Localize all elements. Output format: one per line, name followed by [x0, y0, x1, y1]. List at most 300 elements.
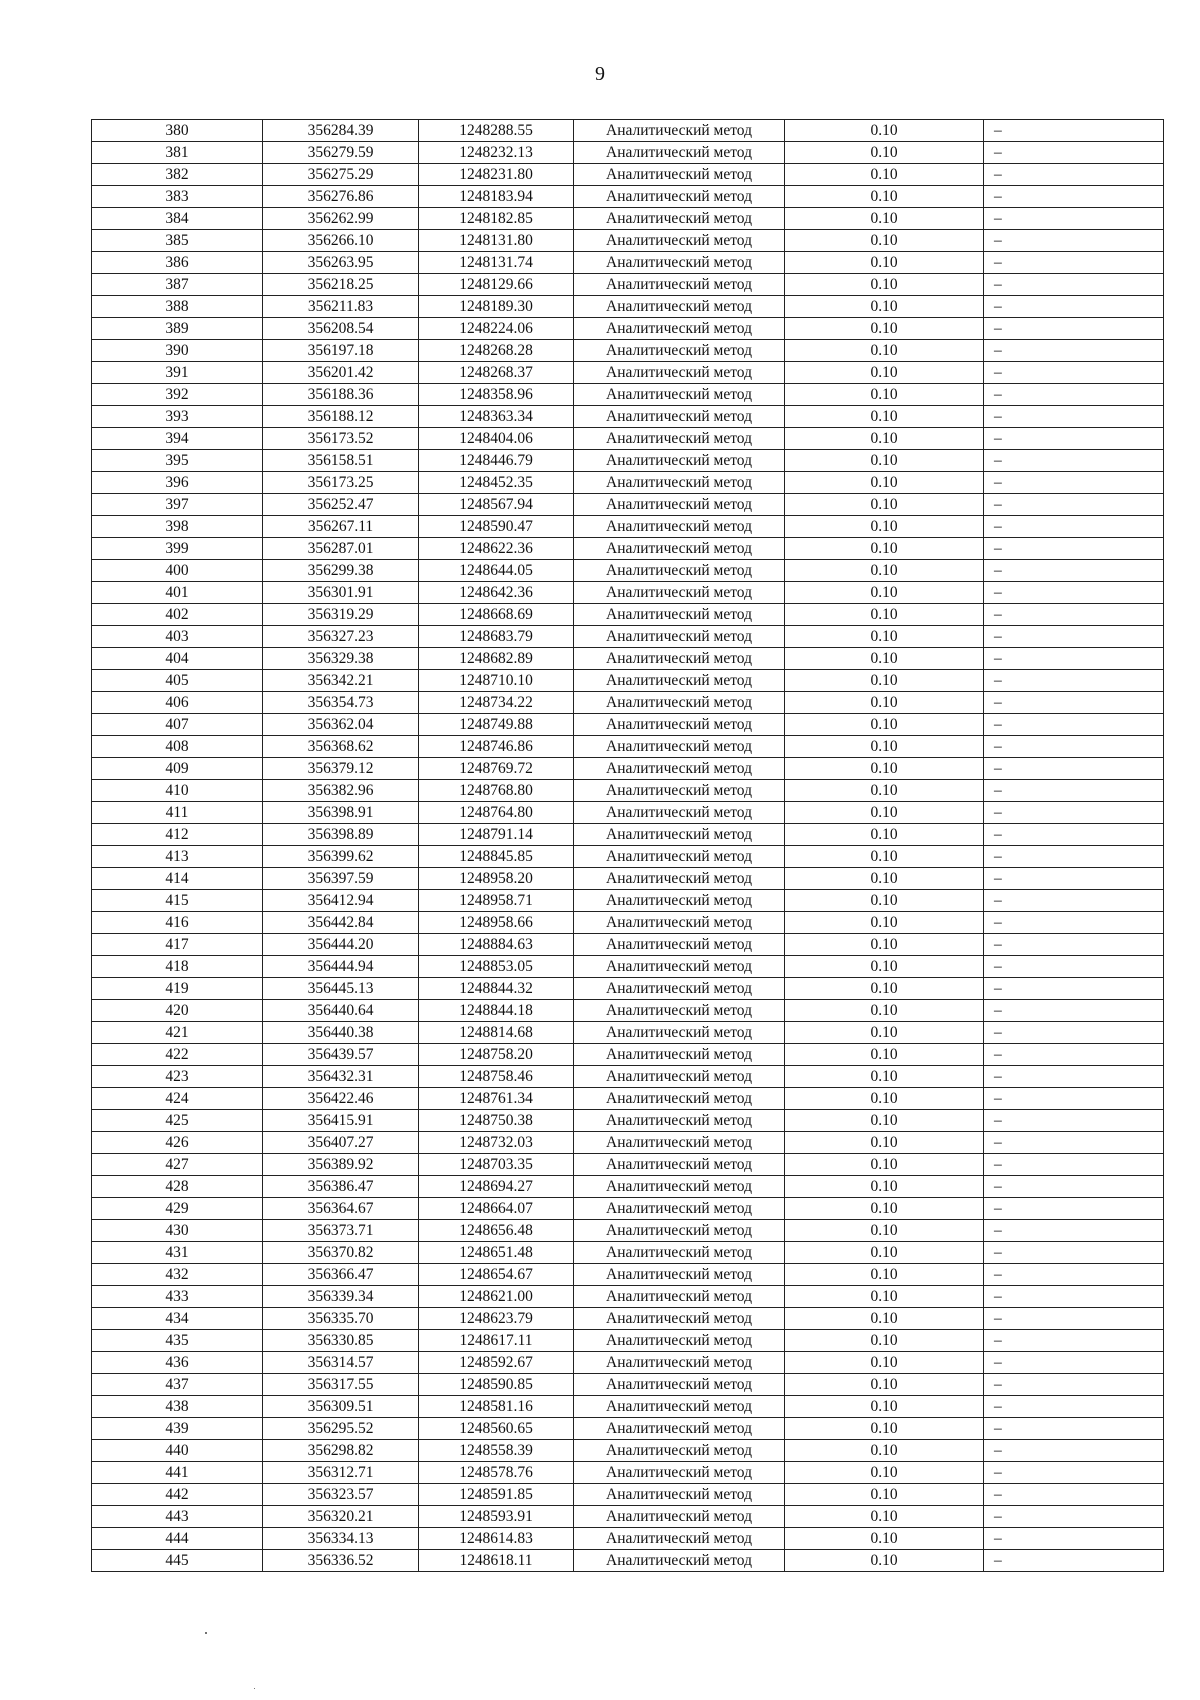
note-cell: –: [984, 142, 1164, 164]
y-coordinate-cell: 1248592.67: [419, 1352, 574, 1374]
accuracy-cell: 0.10: [785, 1044, 984, 1066]
x-coordinate-cell: 356379.12: [263, 758, 419, 780]
accuracy-cell: 0.10: [785, 1418, 984, 1440]
table-row: [92, 802, 1164, 824]
y-coordinate-cell: 1248769.72: [419, 758, 574, 780]
point-number-cell: 392: [92, 384, 263, 406]
table-row: [92, 296, 1164, 318]
y-coordinate-cell: 1248590.85: [419, 1374, 574, 1396]
table-row: [92, 1528, 1164, 1550]
note-cell: –: [984, 1088, 1164, 1110]
note-cell: –: [984, 252, 1164, 274]
y-coordinate-cell: 1248358.96: [419, 384, 574, 406]
y-coordinate-cell: 1248617.11: [419, 1330, 574, 1352]
table-row: [92, 1330, 1164, 1352]
table-row: [92, 384, 1164, 406]
x-coordinate-cell: 356208.54: [263, 318, 419, 340]
x-coordinate-cell: 356432.31: [263, 1066, 419, 1088]
point-number-cell: 435: [92, 1330, 263, 1352]
note-cell: –: [984, 208, 1164, 230]
table-row: [92, 736, 1164, 758]
point-number-cell: 423: [92, 1066, 263, 1088]
note-cell: –: [984, 780, 1164, 802]
method-cell: Аналитический метод: [574, 780, 785, 802]
table-row: [92, 560, 1164, 582]
note-cell: –: [984, 516, 1164, 538]
y-coordinate-cell: 1248668.69: [419, 604, 574, 626]
accuracy-cell: 0.10: [785, 978, 984, 1000]
point-number-cell: 400: [92, 560, 263, 582]
x-coordinate-cell: 356211.83: [263, 296, 419, 318]
method-cell: Аналитический метод: [574, 1484, 785, 1506]
y-coordinate-cell: 1248558.39: [419, 1440, 574, 1462]
x-coordinate-cell: 356439.57: [263, 1044, 419, 1066]
accuracy-cell: 0.10: [785, 340, 984, 362]
x-coordinate-cell: 356373.71: [263, 1220, 419, 1242]
method-cell: Аналитический метод: [574, 1440, 785, 1462]
point-number-cell: 407: [92, 714, 263, 736]
method-cell: Аналитический метод: [574, 670, 785, 692]
point-number-cell: 414: [92, 868, 263, 890]
note-cell: –: [984, 626, 1164, 648]
table-row: [92, 340, 1164, 362]
accuracy-cell: 0.10: [785, 274, 984, 296]
accuracy-cell: 0.10: [785, 1198, 984, 1220]
note-cell: –: [984, 1220, 1164, 1242]
table-row: [92, 956, 1164, 978]
y-coordinate-cell: 1248958.20: [419, 868, 574, 890]
method-cell: Аналитический метод: [574, 1550, 785, 1572]
y-coordinate-cell: 1248231.80: [419, 164, 574, 186]
method-cell: Аналитический метод: [574, 362, 785, 384]
x-coordinate-cell: 356444.94: [263, 956, 419, 978]
table-body: [92, 120, 1164, 1572]
table-row: [92, 934, 1164, 956]
y-coordinate-cell: 1248844.18: [419, 1000, 574, 1022]
point-number-cell: 403: [92, 626, 263, 648]
x-coordinate-cell: 356295.52: [263, 1418, 419, 1440]
point-number-cell: 380: [92, 120, 263, 142]
y-coordinate-cell: 1248268.37: [419, 362, 574, 384]
x-coordinate-cell: 356366.47: [263, 1264, 419, 1286]
x-coordinate-cell: 356339.34: [263, 1286, 419, 1308]
point-number-cell: 424: [92, 1088, 263, 1110]
note-cell: –: [984, 934, 1164, 956]
y-coordinate-cell: 1248593.91: [419, 1506, 574, 1528]
y-coordinate-cell: 1248746.86: [419, 736, 574, 758]
table-row: [92, 692, 1164, 714]
table-row: [92, 164, 1164, 186]
point-number-cell: 382: [92, 164, 263, 186]
note-cell: –: [984, 494, 1164, 516]
accuracy-cell: 0.10: [785, 384, 984, 406]
table-row: [92, 714, 1164, 736]
y-coordinate-cell: 1248768.80: [419, 780, 574, 802]
accuracy-cell: 0.10: [785, 1528, 984, 1550]
accuracy-cell: 0.10: [785, 582, 984, 604]
x-coordinate-cell: 356323.57: [263, 1484, 419, 1506]
note-cell: –: [984, 274, 1164, 296]
accuracy-cell: 0.10: [785, 1088, 984, 1110]
point-number-cell: 405: [92, 670, 263, 692]
note-cell: –: [984, 1528, 1164, 1550]
accuracy-cell: 0.10: [785, 362, 984, 384]
point-number-cell: 404: [92, 648, 263, 670]
accuracy-cell: 0.10: [785, 890, 984, 912]
accuracy-cell: 0.10: [785, 802, 984, 824]
table-row: [92, 824, 1164, 846]
y-coordinate-cell: 1248363.34: [419, 406, 574, 428]
accuracy-cell: 0.10: [785, 1220, 984, 1242]
method-cell: Аналитический метод: [574, 450, 785, 472]
method-cell: Аналитический метод: [574, 340, 785, 362]
note-cell: –: [984, 1066, 1164, 1088]
method-cell: Аналитический метод: [574, 868, 785, 890]
y-coordinate-cell: 1248764.80: [419, 802, 574, 824]
point-number-cell: 406: [92, 692, 263, 714]
y-coordinate-cell: 1248732.03: [419, 1132, 574, 1154]
note-cell: –: [984, 648, 1164, 670]
method-cell: Аналитический метод: [574, 956, 785, 978]
point-number-cell: 411: [92, 802, 263, 824]
point-number-cell: 401: [92, 582, 263, 604]
accuracy-cell: 0.10: [785, 648, 984, 670]
accuracy-cell: 0.10: [785, 252, 984, 274]
method-cell: Аналитический метод: [574, 1528, 785, 1550]
x-coordinate-cell: 356364.67: [263, 1198, 419, 1220]
note-cell: –: [984, 1198, 1164, 1220]
point-number-cell: 391: [92, 362, 263, 384]
x-coordinate-cell: 356188.36: [263, 384, 419, 406]
method-cell: Аналитический метод: [574, 384, 785, 406]
x-coordinate-cell: 356334.13: [263, 1528, 419, 1550]
method-cell: Аналитический метод: [574, 934, 785, 956]
accuracy-cell: 0.10: [785, 560, 984, 582]
accuracy-cell: 0.10: [785, 1330, 984, 1352]
y-coordinate-cell: 1248224.06: [419, 318, 574, 340]
point-number-cell: 394: [92, 428, 263, 450]
method-cell: Аналитический метод: [574, 296, 785, 318]
point-number-cell: 420: [92, 1000, 263, 1022]
note-cell: –: [984, 1352, 1164, 1374]
note-cell: –: [984, 340, 1164, 362]
note-cell: –: [984, 890, 1164, 912]
x-coordinate-cell: 356327.23: [263, 626, 419, 648]
note-cell: –: [984, 1484, 1164, 1506]
method-cell: Аналитический метод: [574, 846, 785, 868]
y-coordinate-cell: 1248682.89: [419, 648, 574, 670]
method-cell: Аналитический метод: [574, 1044, 785, 1066]
table-row: [92, 1286, 1164, 1308]
method-cell: Аналитический метод: [574, 890, 785, 912]
method-cell: Аналитический метод: [574, 1088, 785, 1110]
y-coordinate-cell: 1248189.30: [419, 296, 574, 318]
y-coordinate-cell: 1248845.85: [419, 846, 574, 868]
point-number-cell: 437: [92, 1374, 263, 1396]
table-row: [92, 1550, 1164, 1572]
table-row: [92, 1066, 1164, 1088]
table-row: [92, 1506, 1164, 1528]
accuracy-cell: 0.10: [785, 230, 984, 252]
method-cell: Аналитический метод: [574, 494, 785, 516]
point-number-cell: 413: [92, 846, 263, 868]
method-cell: Аналитический метод: [574, 406, 785, 428]
point-number-cell: 431: [92, 1242, 263, 1264]
y-coordinate-cell: 1248814.68: [419, 1022, 574, 1044]
accuracy-cell: 0.10: [785, 208, 984, 230]
y-coordinate-cell: 1248654.67: [419, 1264, 574, 1286]
note-cell: –: [984, 384, 1164, 406]
point-number-cell: 398: [92, 516, 263, 538]
x-coordinate-cell: 356173.25: [263, 472, 419, 494]
table-row: [92, 142, 1164, 164]
accuracy-cell: 0.10: [785, 296, 984, 318]
accuracy-cell: 0.10: [785, 604, 984, 626]
accuracy-cell: 0.10: [785, 1176, 984, 1198]
table-row: [92, 648, 1164, 670]
accuracy-cell: 0.10: [785, 1374, 984, 1396]
point-number-cell: 410: [92, 780, 263, 802]
point-number-cell: 381: [92, 142, 263, 164]
method-cell: Аналитический метод: [574, 802, 785, 824]
point-number-cell: 422: [92, 1044, 263, 1066]
point-number-cell: 399: [92, 538, 263, 560]
note-cell: –: [984, 1000, 1164, 1022]
table-row: [92, 1154, 1164, 1176]
table-row: [92, 1440, 1164, 1462]
method-cell: Аналитический метод: [574, 472, 785, 494]
point-number-cell: 427: [92, 1154, 263, 1176]
point-number-cell: 438: [92, 1396, 263, 1418]
note-cell: –: [984, 450, 1164, 472]
x-coordinate-cell: 356312.71: [263, 1462, 419, 1484]
accuracy-cell: 0.10: [785, 1022, 984, 1044]
accuracy-cell: 0.10: [785, 1396, 984, 1418]
table-row: [92, 582, 1164, 604]
point-number-cell: 432: [92, 1264, 263, 1286]
point-number-cell: 426: [92, 1132, 263, 1154]
y-coordinate-cell: 1248578.76: [419, 1462, 574, 1484]
x-coordinate-cell: 356370.82: [263, 1242, 419, 1264]
y-coordinate-cell: 1248183.94: [419, 186, 574, 208]
method-cell: Аналитический метод: [574, 1352, 785, 1374]
point-number-cell: 425: [92, 1110, 263, 1132]
method-cell: Аналитический метод: [574, 274, 785, 296]
method-cell: Аналитический метод: [574, 318, 785, 340]
point-number-cell: 389: [92, 318, 263, 340]
x-coordinate-cell: 356389.92: [263, 1154, 419, 1176]
note-cell: –: [984, 824, 1164, 846]
method-cell: Аналитический метод: [574, 824, 785, 846]
note-cell: –: [984, 736, 1164, 758]
note-cell: –: [984, 1506, 1164, 1528]
x-coordinate-cell: 356298.82: [263, 1440, 419, 1462]
y-coordinate-cell: 1248560.65: [419, 1418, 574, 1440]
method-cell: Аналитический метод: [574, 1264, 785, 1286]
method-cell: Аналитический метод: [574, 736, 785, 758]
y-coordinate-cell: 1248750.38: [419, 1110, 574, 1132]
y-coordinate-cell: 1248404.06: [419, 428, 574, 450]
y-coordinate-cell: 1248614.83: [419, 1528, 574, 1550]
y-coordinate-cell: 1248452.35: [419, 472, 574, 494]
x-coordinate-cell: 356368.62: [263, 736, 419, 758]
y-coordinate-cell: 1248683.79: [419, 626, 574, 648]
table-row: [92, 780, 1164, 802]
method-cell: Аналитический метод: [574, 428, 785, 450]
method-cell: Аналитический метод: [574, 1220, 785, 1242]
method-cell: Аналитический метод: [574, 1154, 785, 1176]
x-coordinate-cell: 356309.51: [263, 1396, 419, 1418]
accuracy-cell: 0.10: [785, 1286, 984, 1308]
y-coordinate-cell: 1248791.14: [419, 824, 574, 846]
x-coordinate-cell: 356442.84: [263, 912, 419, 934]
method-cell: Аналитический метод: [574, 560, 785, 582]
x-coordinate-cell: 356397.59: [263, 868, 419, 890]
point-number-cell: 428: [92, 1176, 263, 1198]
x-coordinate-cell: 356320.21: [263, 1506, 419, 1528]
point-number-cell: 416: [92, 912, 263, 934]
x-coordinate-cell: 356336.52: [263, 1550, 419, 1572]
method-cell: Аналитический метод: [574, 1132, 785, 1154]
note-cell: –: [984, 1418, 1164, 1440]
point-number-cell: 433: [92, 1286, 263, 1308]
table-row: [92, 912, 1164, 934]
method-cell: Аналитический метод: [574, 692, 785, 714]
note-cell: –: [984, 670, 1164, 692]
y-coordinate-cell: 1248664.07: [419, 1198, 574, 1220]
note-cell: –: [984, 560, 1164, 582]
x-coordinate-cell: 356362.04: [263, 714, 419, 736]
accuracy-cell: 0.10: [785, 406, 984, 428]
point-number-cell: 409: [92, 758, 263, 780]
method-cell: Аналитический метод: [574, 516, 785, 538]
table-row: [92, 1264, 1164, 1286]
note-cell: –: [984, 956, 1164, 978]
y-coordinate-cell: 1248446.79: [419, 450, 574, 472]
accuracy-cell: 0.10: [785, 516, 984, 538]
y-coordinate-cell: 1248621.00: [419, 1286, 574, 1308]
method-cell: Аналитический метод: [574, 582, 785, 604]
method-cell: Аналитический метод: [574, 164, 785, 186]
x-coordinate-cell: 356319.29: [263, 604, 419, 626]
y-coordinate-cell: 1248884.63: [419, 934, 574, 956]
y-coordinate-cell: 1248622.36: [419, 538, 574, 560]
note-cell: –: [984, 1110, 1164, 1132]
accuracy-cell: 0.10: [785, 1132, 984, 1154]
method-cell: Аналитический метод: [574, 604, 785, 626]
table-row: [92, 230, 1164, 252]
y-coordinate-cell: 1248232.13: [419, 142, 574, 164]
scan-speck: [205, 1632, 207, 1634]
point-number-cell: 385: [92, 230, 263, 252]
scan-speck: [254, 1688, 255, 1689]
table-row: [92, 1484, 1164, 1506]
table-row: [92, 1462, 1164, 1484]
point-number-cell: 418: [92, 956, 263, 978]
accuracy-cell: 0.10: [785, 736, 984, 758]
y-coordinate-cell: 1248618.11: [419, 1550, 574, 1572]
y-coordinate-cell: 1248131.74: [419, 252, 574, 274]
x-coordinate-cell: 356218.25: [263, 274, 419, 296]
y-coordinate-cell: 1248844.32: [419, 978, 574, 1000]
table-row: [92, 758, 1164, 780]
point-number-cell: 386: [92, 252, 263, 274]
point-number-cell: 412: [92, 824, 263, 846]
x-coordinate-cell: 356342.21: [263, 670, 419, 692]
method-cell: Аналитический метод: [574, 120, 785, 142]
note-cell: –: [984, 1286, 1164, 1308]
x-coordinate-cell: 356287.01: [263, 538, 419, 560]
accuracy-cell: 0.10: [785, 1352, 984, 1374]
table-row: [92, 186, 1164, 208]
method-cell: Аналитический метод: [574, 1242, 785, 1264]
method-cell: Аналитический метод: [574, 538, 785, 560]
table-row: [92, 1396, 1164, 1418]
y-coordinate-cell: 1248182.85: [419, 208, 574, 230]
y-coordinate-cell: 1248703.35: [419, 1154, 574, 1176]
point-number-cell: 417: [92, 934, 263, 956]
accuracy-cell: 0.10: [785, 1110, 984, 1132]
table-row: [92, 1176, 1164, 1198]
x-coordinate-cell: 356252.47: [263, 494, 419, 516]
method-cell: Аналитический метод: [574, 626, 785, 648]
x-coordinate-cell: 356266.10: [263, 230, 419, 252]
y-coordinate-cell: 1248129.66: [419, 274, 574, 296]
accuracy-cell: 0.10: [785, 780, 984, 802]
table-row: [92, 604, 1164, 626]
note-cell: –: [984, 1176, 1164, 1198]
table-row: [92, 1132, 1164, 1154]
x-coordinate-cell: 356399.62: [263, 846, 419, 868]
x-coordinate-cell: 356299.38: [263, 560, 419, 582]
x-coordinate-cell: 356335.70: [263, 1308, 419, 1330]
point-number-cell: 387: [92, 274, 263, 296]
point-number-cell: 390: [92, 340, 263, 362]
x-coordinate-cell: 356267.11: [263, 516, 419, 538]
method-cell: Аналитический метод: [574, 142, 785, 164]
accuracy-cell: 0.10: [785, 120, 984, 142]
x-coordinate-cell: 356279.59: [263, 142, 419, 164]
accuracy-cell: 0.10: [785, 846, 984, 868]
table-row: [92, 1088, 1164, 1110]
method-cell: Аналитический метод: [574, 714, 785, 736]
note-cell: –: [984, 406, 1164, 428]
y-coordinate-cell: 1248567.94: [419, 494, 574, 516]
x-coordinate-cell: 356382.96: [263, 780, 419, 802]
note-cell: –: [984, 1396, 1164, 1418]
accuracy-cell: 0.10: [785, 186, 984, 208]
accuracy-cell: 0.10: [785, 912, 984, 934]
note-cell: –: [984, 1374, 1164, 1396]
note-cell: –: [984, 604, 1164, 626]
table-row: [92, 890, 1164, 912]
y-coordinate-cell: 1248651.48: [419, 1242, 574, 1264]
x-coordinate-cell: 356301.91: [263, 582, 419, 604]
point-number-cell: 430: [92, 1220, 263, 1242]
note-cell: –: [984, 230, 1164, 252]
y-coordinate-cell: 1248590.47: [419, 516, 574, 538]
x-coordinate-cell: 356173.52: [263, 428, 419, 450]
table-row: [92, 208, 1164, 230]
accuracy-cell: 0.10: [785, 626, 984, 648]
table-row: [92, 868, 1164, 890]
point-number-cell: 397: [92, 494, 263, 516]
note-cell: –: [984, 1264, 1164, 1286]
y-coordinate-cell: 1248694.27: [419, 1176, 574, 1198]
x-coordinate-cell: 356275.29: [263, 164, 419, 186]
note-cell: –: [984, 692, 1164, 714]
note-cell: –: [984, 472, 1164, 494]
